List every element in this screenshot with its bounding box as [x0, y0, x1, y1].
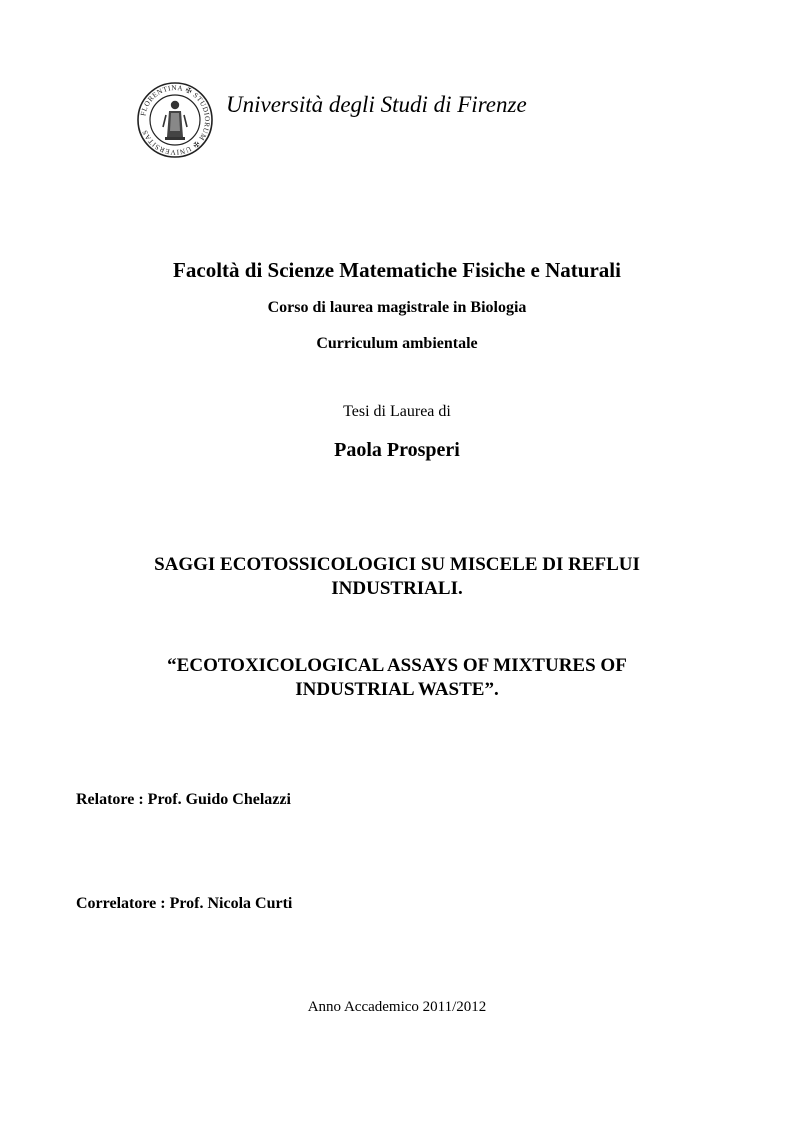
thesis-title-italian — [0, 553, 794, 601]
thesis-title-italian-line2: INDUSTRIALI. — [331, 578, 463, 599]
curriculum-name: Curriculum ambientale — [316, 335, 478, 352]
supervisor: Relatore : Prof. Guido Chelazzi — [76, 791, 291, 808]
university-seal-logo — [136, 81, 214, 159]
academic-year: Anno Accademico 2011/2012 — [307, 999, 487, 1015]
thesis-title-english-line2: INDUSTRIAL WASTE”. — [295, 679, 499, 700]
university-name: Università degli Studi di Firenze — [226, 92, 527, 117]
author-name: Paola Prosperi — [334, 439, 460, 461]
svg-text:FLORENTINA ✠ STUDIORUM ✠ UNIVE: FLORENTINA ✠ STUDIORUM ✠ UNIVERSITAS — [139, 83, 212, 157]
thesis-title-english — [0, 654, 794, 702]
co-supervisor: Correlatore : Prof. Nicola Curti — [76, 895, 293, 912]
thesis-title-english-line1: “ECOTOXICOLOGICAL ASSAYS OF MIXTURES OF — [167, 655, 627, 676]
thesis-label: Tesi di Laurea di — [343, 403, 451, 420]
course-name: Corso di laurea magistrale in Biologia — [267, 299, 527, 316]
faculty-name: Facoltà di Scienze Matematiche Fisiche e Naturali — [173, 258, 621, 282]
thesis-title-italian-line1: SAGGI ECOTOSSICOLOGICI SU MISCELE DI REFLUI — [154, 554, 640, 575]
